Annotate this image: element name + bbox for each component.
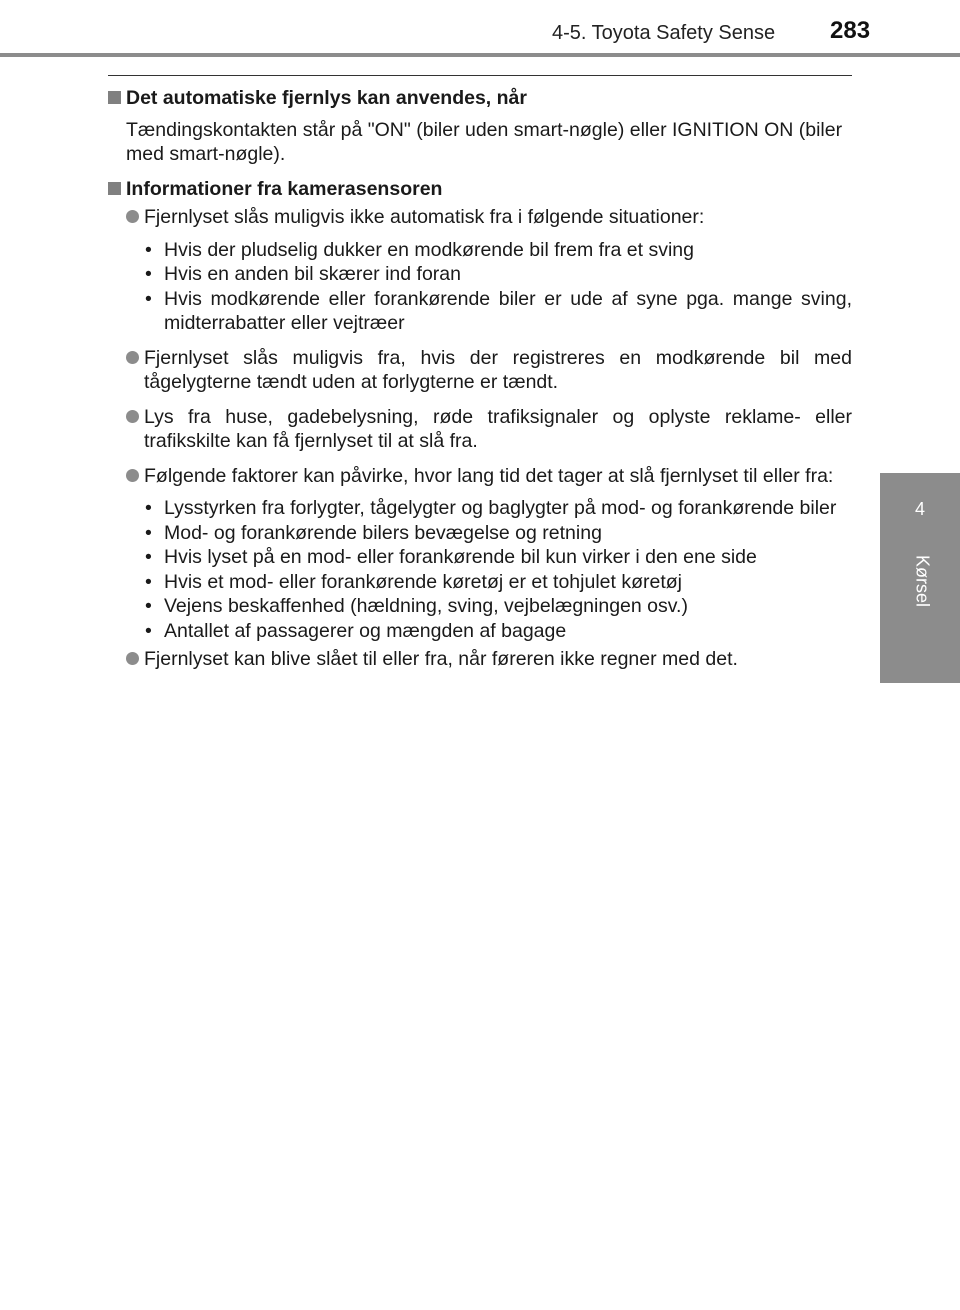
- circle-bullet-icon: [126, 652, 139, 665]
- sub-list-item: • Vejens beskaffenhed (hældning, sving, vejbelægningen osv.): [145, 595, 688, 617]
- dot-icon: •: [145, 570, 152, 593]
- circle-bullet-icon: [126, 410, 139, 423]
- dot-icon: •: [145, 546, 152, 568]
- circle-bullet-icon: [126, 351, 139, 364]
- dot-icon: •: [145, 497, 152, 519]
- chapter-number: 4: [914, 499, 925, 519]
- section-heading: [108, 177, 852, 202]
- dot-icon: •: [145, 619, 152, 642]
- bullet-text: Fjernlyset slås muligvis fra, hvis der registreres en modkørende bil med tågelygterne tændt uden at forlygterne er tændt.: [144, 346, 852, 393]
- dot-icon: •: [145, 287, 152, 310]
- sub-list-item: • Hvis en anden bil skærer ind foran: [145, 263, 461, 285]
- content-rule: [108, 75, 852, 76]
- bullet-text: Følgende faktorer kan påvirke, hvor lang tid det tager at slå fjernlyset til eller fra:: [144, 464, 834, 487]
- circle-bullet-item: [108, 464, 852, 489]
- sub-list-item: • Antallet af passagerer og mængden af bagage: [145, 619, 567, 642]
- page-number: 283: [830, 17, 871, 44]
- sub-list-item: • Hvis der pludselig dukker en modkørende bil frem fra et sving: [145, 238, 694, 261]
- page-content: [108, 86, 852, 672]
- section-title: 4-5. Toyota Safety Sense: [552, 22, 776, 44]
- sub-list-item: • Lysstyrken fra forlygter, tågelygter og baglygter på mod- og forankørende biler: [145, 497, 837, 519]
- circle-bullet-item: [108, 205, 852, 230]
- sub-list-item: • Hvis modkørende eller forankørende biler er ude af syne pga. mange sving, midterrabatter eller vejtræer: [145, 287, 852, 334]
- square-bullet-icon: [108, 182, 121, 195]
- bullet-text: Lys fra huse, gadebelysning, røde trafiksignaler og oplyste reklame- eller trafikskilte kan få fjernlyset til at slå fra.: [144, 405, 852, 452]
- header-rule: [0, 53, 960, 57]
- sub-list: [108, 238, 852, 336]
- chapter-label: Kørsel: [912, 554, 933, 608]
- sub-list-item: • Hvis lyset på en mod- eller forankørende bil kun virker i den ene side: [145, 546, 757, 568]
- sub-list-item: • Mod- og forankørende bilers bevægelse og retning: [145, 521, 602, 544]
- dot-icon: •: [145, 263, 152, 285]
- section-heading-text: Informationer fra kamerasensoren: [126, 177, 443, 200]
- section-heading: [108, 86, 852, 111]
- dot-icon: •: [145, 238, 152, 261]
- section-paragraph: Tændingskontakten står på "ON" (biler uden smart-nøgle) eller IGNITION ON (biler med smart-nøgle).: [126, 118, 843, 165]
- circle-bullet-item: [108, 647, 852, 672]
- dot-icon: •: [145, 595, 152, 617]
- circle-bullet-icon: [126, 469, 139, 482]
- chapter-tab: [880, 473, 960, 683]
- square-bullet-icon: [108, 91, 121, 104]
- sub-list: [108, 496, 852, 643]
- bullet-text: Fjernlyset kan blive slået til eller fra, når føreren ikke regner med det.: [144, 648, 738, 670]
- bullet-text: Fjernlyset slås muligvis ikke automatisk fra i følgende situationer:: [144, 206, 705, 228]
- section-heading-text: Det automatiske fjernlys kan anvendes, når: [126, 87, 527, 109]
- dot-icon: •: [145, 521, 152, 544]
- circle-bullet-item: [108, 405, 852, 454]
- circle-bullet-icon: [126, 210, 139, 223]
- circle-bullet-item: [108, 346, 852, 395]
- sub-list-item: • Hvis et mod- eller forankørende køretøj er et tohjulet køretøj: [145, 570, 682, 593]
